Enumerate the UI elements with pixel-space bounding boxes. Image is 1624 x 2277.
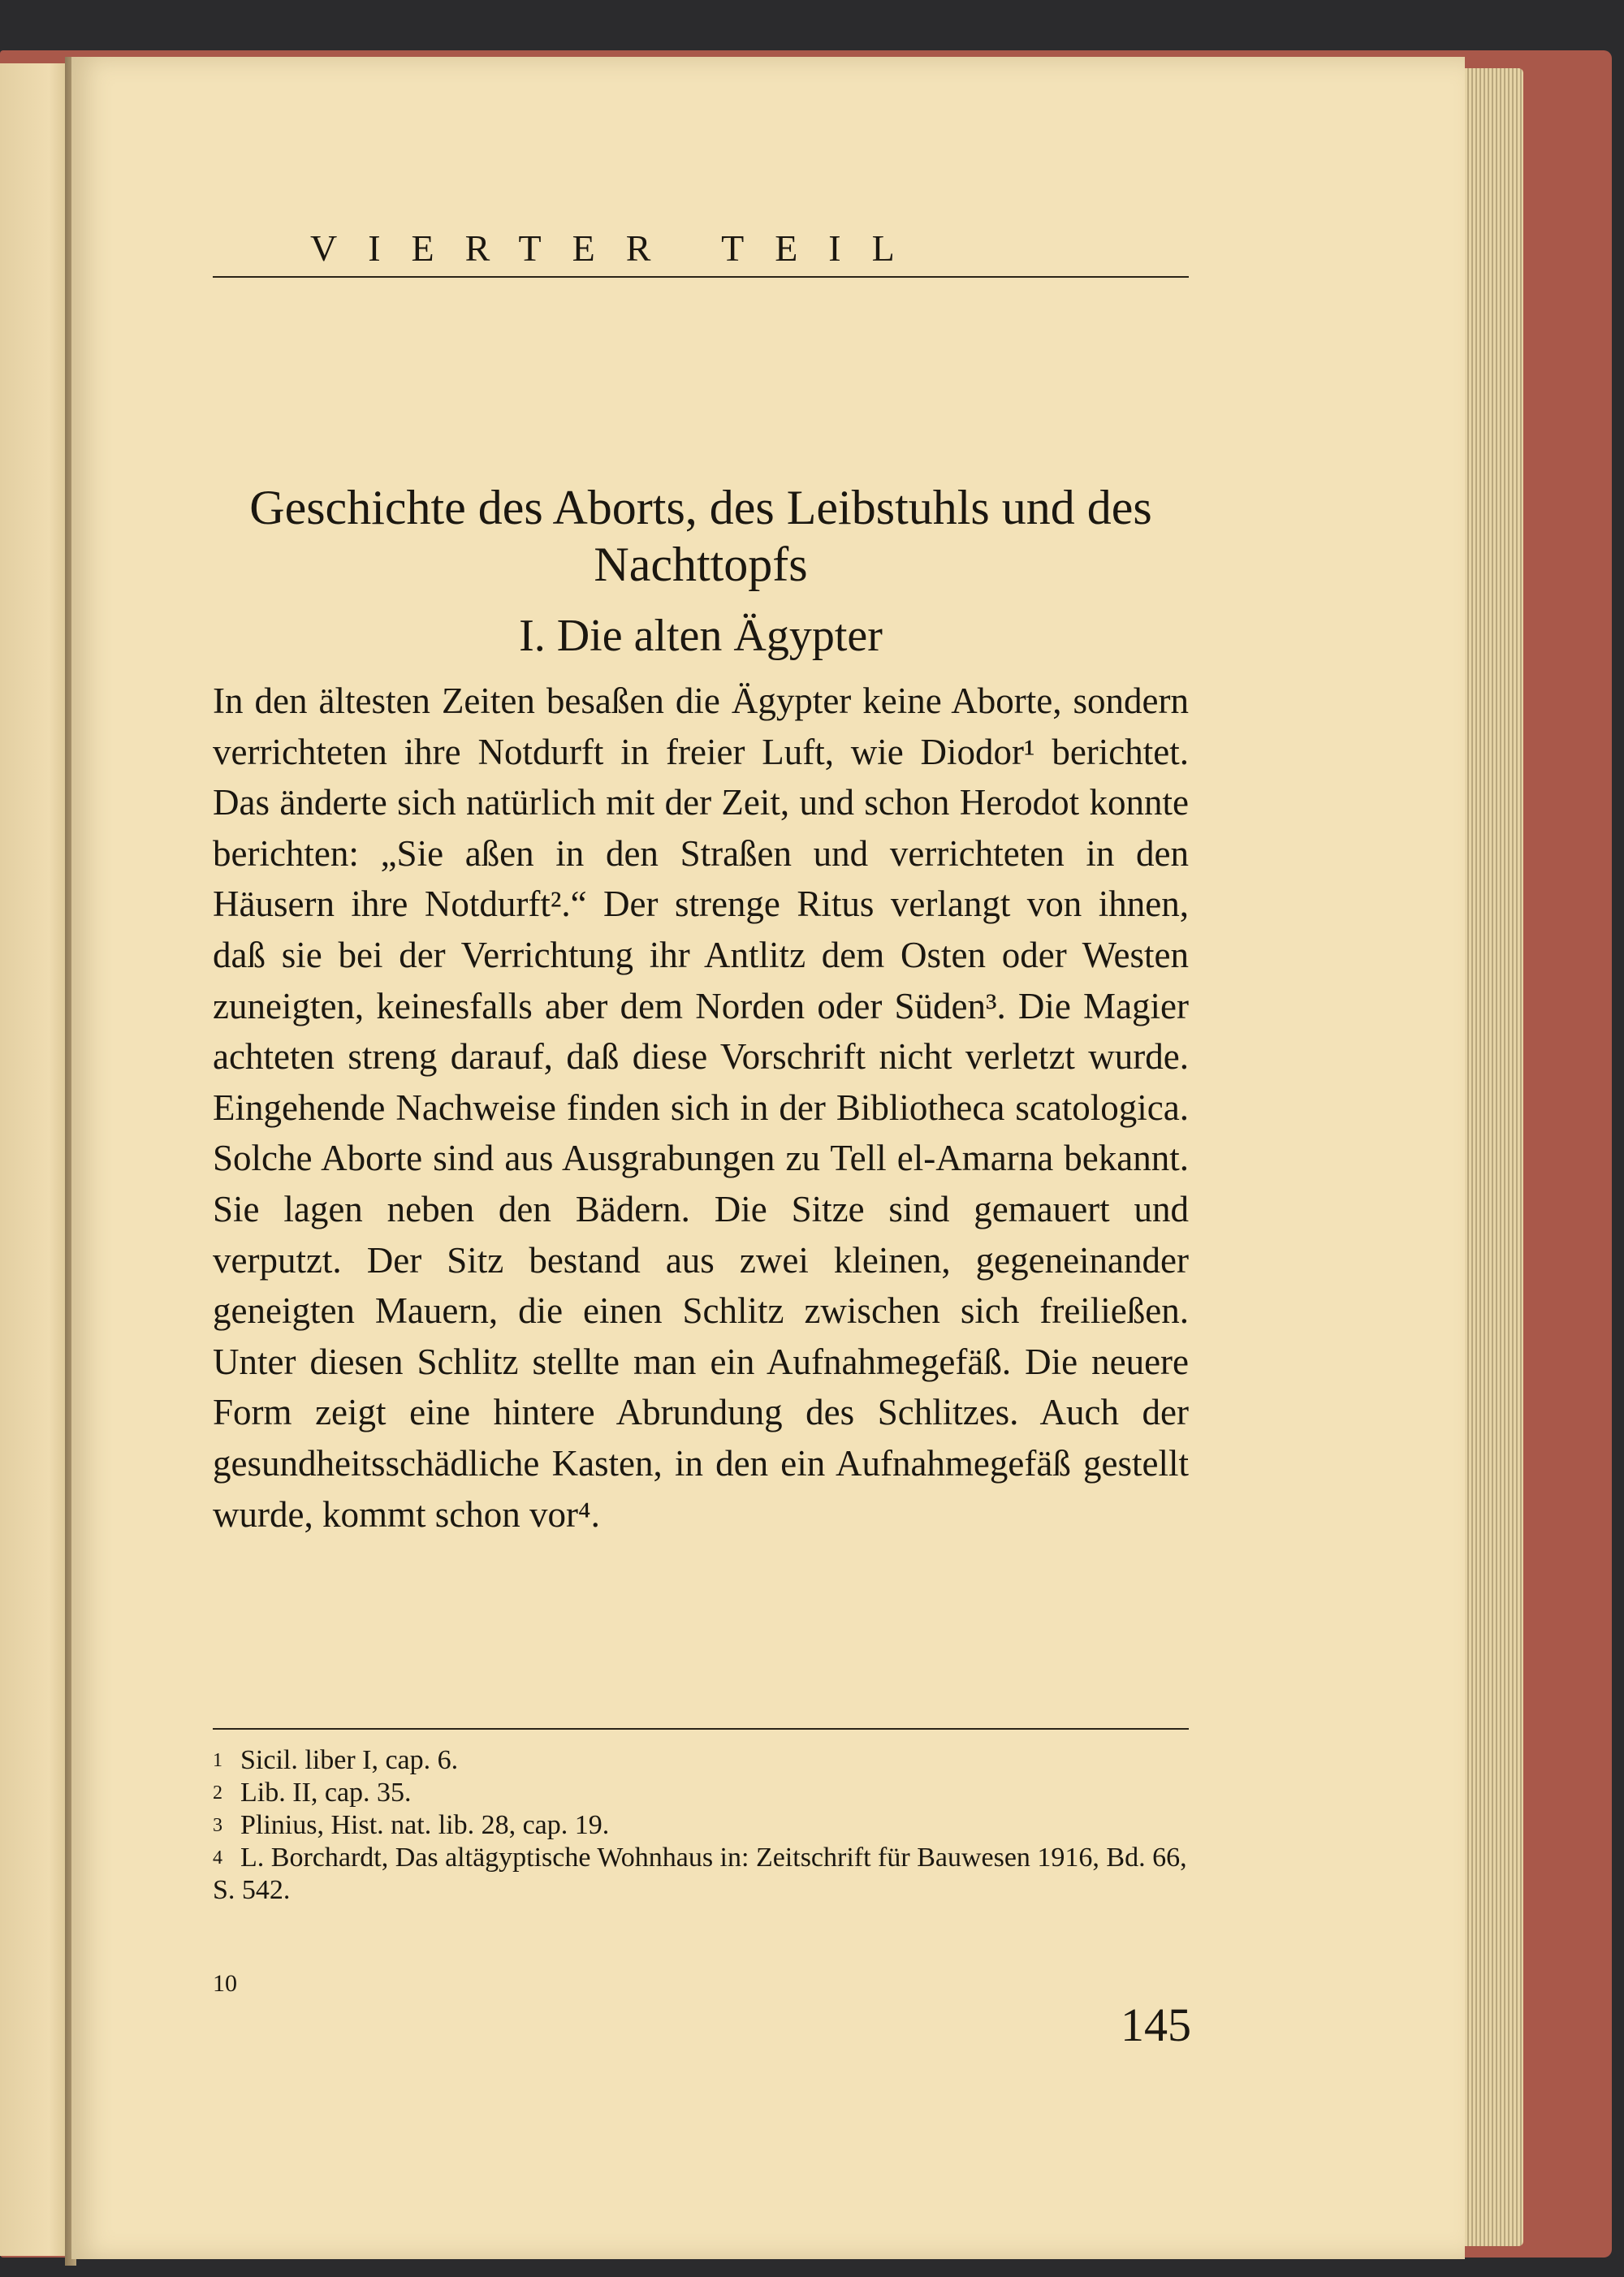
footnote-number: 2 — [213, 1782, 222, 1804]
chapter-title: Geschichte des Aborts, des Leibstuhls und des Nachttopfs — [249, 481, 1152, 591]
body-text — [213, 676, 1189, 1540]
footnote-number: 1 — [213, 1750, 222, 1771]
footnote-number: 4 — [213, 1847, 222, 1869]
previous-page-edge — [0, 63, 70, 2256]
footnote-4 — [213, 1842, 1189, 1907]
page-number: 145 — [1121, 1998, 1191, 2051]
page-block-edges — [1465, 68, 1523, 2246]
footnote-1 — [213, 1744, 1189, 1777]
footnote-3 — [213, 1809, 1189, 1842]
footnote-text: L. Borchardt, Das altägyptische Wohnhaus in: Zeitschrift für Bauwesen 1916, Bd. 66, S. 542. — [213, 1843, 1187, 1905]
footnote-2 — [213, 1777, 1189, 1809]
body-paragraph: In den ältesten Zeiten besaßen die Ägypter keine Aborte, sondern verrichteten ihre Notdurft in freier Luft, wie Diodor¹ berichtet. Das änderte sich natürlich mit der Zeit, und schon Herodot konnte berichten: „Sie aßen in den Straßen und verrichteten in den Häusern ihre Notdurft².“ Der strenge Ritus verlangt von ihnen, daß sie bei der Verrichtung ihr Antlitz dem Osten oder Westen zuneigten, keinesfalls aber dem Norden oder Süden³. Die Magier achteten streng darauf, daß diese Vorschrift nicht verletzt wurde. Eingehende Nachweise finden sich in der Bibliotheca scatologica. Solche Aborte sind aus Ausgrabungen zu Tell el-Amarna bekannt. Sie lagen neben den Bädern. Die Sitze sind gemauert und verputzt. Der Sitz bestand aus zwei kleinen, gegeneinander geneigten Mauern, die einen Schlitz zwischen sich freiließen. Unter diesen Schlitz stellte man ein Aufnahmegefäß. Die neuere Form zeigt eine hintere Abrundung des Schlitzes. Auch der gesundheitsschädliche Kasten, in den ein Aufnahmegefäß gestellt wurde, kommt schon vor⁴. — [213, 681, 1189, 1535]
footnote-text: Plinius, Hist. nat. lib. 28, cap. 19. — [240, 1810, 610, 1840]
footnote-text: Sicil. liber I, cap. 6. — [240, 1745, 459, 1775]
section-title: I. Die alten Ägypter — [519, 611, 883, 661]
part-heading: VIERTER TEIL — [213, 219, 1189, 278]
footnote-number: 3 — [213, 1815, 222, 1836]
footnotes — [213, 1744, 1189, 1907]
footnote-divider — [213, 1728, 1189, 1730]
footnote-text: Lib. II, cap. 35. — [240, 1778, 412, 1808]
signature-mark: 10 — [213, 1970, 237, 1997]
